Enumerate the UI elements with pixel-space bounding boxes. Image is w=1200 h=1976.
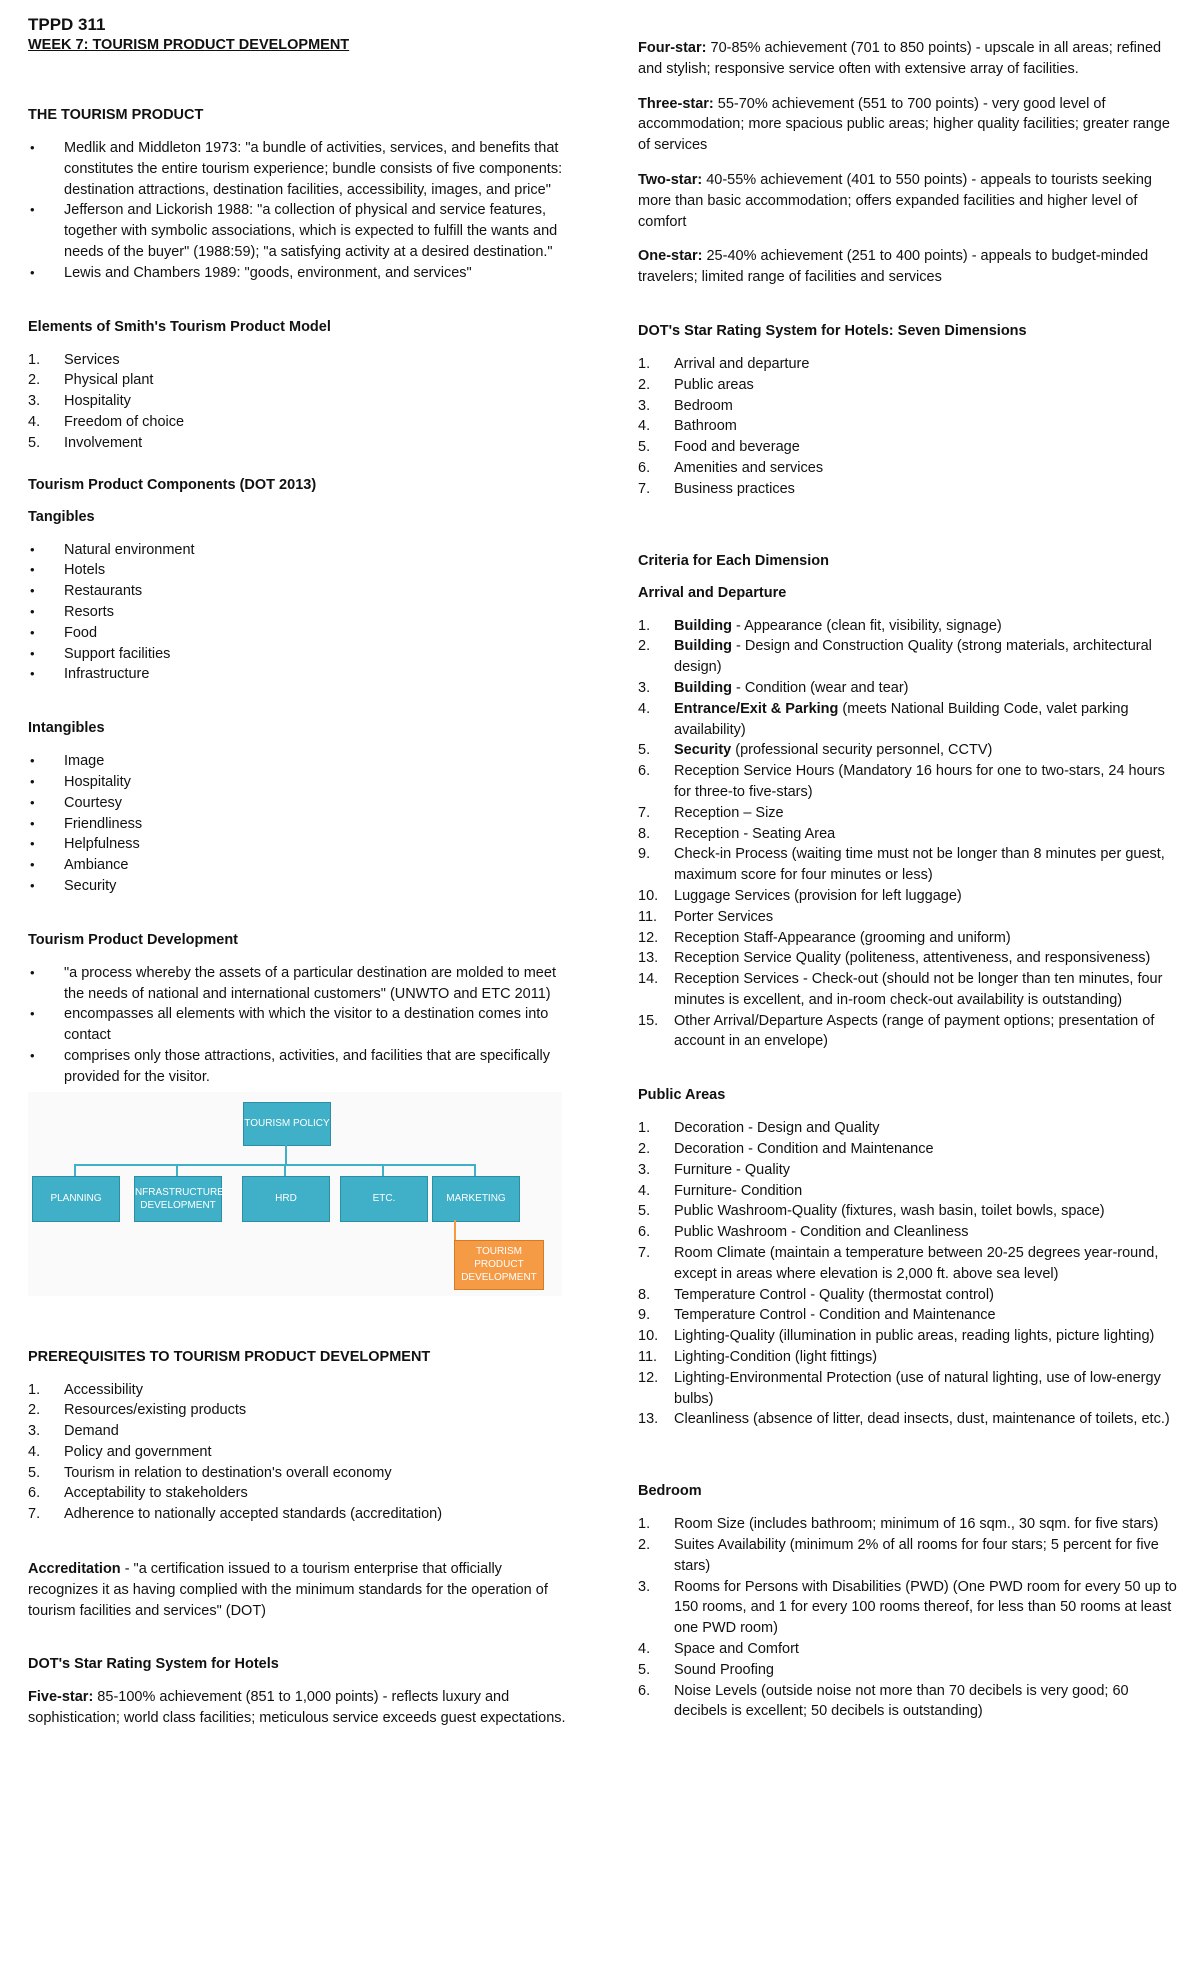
list-item: 2. Public areas (638, 376, 754, 393)
list-item: 9. Check-in Process (waiting time must not be longer than 8 minutes per guest, maximum score for four minutes or less) (638, 846, 1165, 884)
tangibles-heading: Tangibles (28, 508, 95, 525)
list-item: • Jefferson and Lickorish 1988: "a collection of physical and service features, together with symbolic associations, which is expected to fulfill the wants and needs of the buyer" (1988:59); "a satisfying activity at a desired destination." (28, 200, 568, 262)
smith-model-list (28, 350, 568, 454)
tourism-policy-diagram (28, 1092, 562, 1296)
list-item: 1. Services (28, 351, 120, 368)
smith-model-heading: Elements of Smith's Tourism Product Model (28, 318, 331, 335)
list-item: 5. Sound Proofing (638, 1661, 774, 1678)
list-item: 1. Accessibility (28, 1381, 143, 1398)
list-item: 12. Lighting-Environmental Protection (use of natural lighting, use of low-energy bulbs) (638, 1369, 1161, 1407)
list-item: 7. Adherence to nationally accepted standards (accreditation) (28, 1506, 443, 1523)
list-item: 5. Public Washroom-Quality (fixtures, wash basin, toilet bowls, space) (638, 1203, 1105, 1220)
list-item: 1. Building - Appearance (clean fit, visibility, signage) (638, 617, 1002, 634)
list-item: • Medlik and Middleton 1973: "a bundle of activities, services, and benefits that constitutes the entire tourism experience; bundle consists of five components: destination attractions, destination facilities, accessibility, images, and price" (28, 138, 568, 200)
components-heading: Tourism Product Components (DOT 2013) (28, 476, 317, 493)
list-item: 4. Policy and government (28, 1443, 212, 1460)
diagram-box-etc: ETC. (340, 1176, 428, 1222)
list-item: 7. Business practices (638, 480, 795, 497)
list-item: 5. Food and beverage (638, 439, 800, 456)
intangibles-list (28, 751, 568, 897)
arrival-departure-heading: Arrival and Departure (638, 584, 787, 601)
diagram-connector (284, 1164, 286, 1176)
list-item: 3. Furniture - Quality (638, 1161, 791, 1178)
list-item: • Support facilities (28, 644, 568, 665)
five-star-description: Five-star: 85-100% achievement (851 to 1,000 points) - reflects luxury and sophistication; world class facilities; meticulous service exceeds guest expectations. (28, 1689, 566, 1727)
list-item: • Ambiance (28, 855, 568, 876)
development-list (28, 963, 568, 1088)
two-star-description: Two-star: 40-55% achievement (401 to 550 points) - appeals to tourists seeking more than basic accommodation; offers expanded facilities and higher level of comfort (638, 171, 1152, 230)
list-item: • Restaurants (28, 581, 568, 602)
list-item: 5. Tourism in relation to destination's overall economy (28, 1464, 392, 1481)
list-item: 6. Noise Levels (outside noise not more than 70 decibels is very good; 60 decibels is excellent; 50 decibels is outstanding) (638, 1682, 1129, 1720)
list-item: 11. Porter Services (638, 908, 774, 925)
list-item: • "a process whereby the assets of a particular destination are molded to meet the needs of national and international customers" (UNWTO and ETC 2011) (28, 963, 568, 1005)
list-item: 6. Reception Service Hours (Mandatory 16 hours for one to two-stars, 24 hours for three-to five-stars) (638, 763, 1165, 800)
list-item: 14. Reception Services - Check-out (should not be longer than ten minutes, four minutes is excellent, and in-room check-out availability is outstanding) (638, 971, 1163, 1008)
list-item: 10. Luggage Services (provision for left luggage) (638, 887, 962, 904)
list-item: • Lewis and Chambers 1989: "goods, environment, and services" (28, 263, 568, 284)
bedroom-heading: Bedroom (638, 1483, 702, 1500)
left-column (28, 14, 568, 1729)
accreditation-definition: Accreditation - "a certification issued to a tourism enterprise that officially recognizes it as having complied with the minimum standards for the operation of tourism facilities and services" (DOT) (28, 1561, 548, 1619)
list-item: 2. Resources/existing products (28, 1402, 247, 1419)
list-item: 4. Entrance/Exit & Parking (meets National Building Code, valet parking availability) (638, 700, 1129, 738)
list-item: 13. Reception Service Quality (politeness, attentiveness, and responsiveness) (638, 950, 1151, 967)
list-item: 4. Space and Comfort (638, 1641, 799, 1658)
four-star-description: Four-star: 70-85% achievement (701 to 850 points) - upscale in all areas; refined and stylish; responsive service often with extensive array of facilities. (638, 40, 1162, 77)
list-item: 9. Temperature Control - Condition and Maintenance (638, 1307, 996, 1324)
list-item: 1. Decoration - Design and Quality (638, 1120, 880, 1137)
tangibles-list (28, 540, 568, 686)
list-item: 1. Room Size (includes bathroom; minimum of 16 sqm., 30 sqm. for five stars) (638, 1516, 1159, 1533)
list-item: 13. Cleanliness (absence of litter, dead insects, dust, maintenance of toilets, etc.) (638, 1411, 1170, 1428)
list-item: 5. Involvement (28, 434, 143, 451)
list-item: • Friendliness (28, 814, 568, 835)
list-item: • Courtesy (28, 793, 568, 814)
list-item: • comprises only those attractions, activities, and facilities that are specifically provided for the visitor. (28, 1046, 568, 1088)
diagram-connector (382, 1164, 384, 1176)
list-item: • Security (28, 876, 568, 897)
list-item: 7. Room Climate (maintain a temperature between 20-25 degrees year-round, except in areas where elevation is 2,000 ft. above sea level) (638, 1245, 1159, 1282)
diagram-box-marketing: MARKETING (432, 1176, 520, 1222)
diagram-connector (454, 1220, 456, 1242)
list-item: 4. Freedom of choice (28, 413, 185, 430)
list-item: 3. Demand (28, 1423, 119, 1440)
one-star-description: One-star: 25-40% achievement (251 to 400 points) - appeals to budget-minded travelers; limited range of facilities and services (638, 248, 1149, 286)
list-item: • Infrastructure (28, 664, 568, 685)
page-title: WEEK 7: TOURISM PRODUCT DEVELOPMENT (28, 37, 350, 53)
list-item: 11. Lighting-Condition (light fittings) (638, 1349, 878, 1366)
list-item: • encompasses all elements with which the visitor to a destination comes into contact (28, 1004, 568, 1046)
list-item: 15. Other Arrival/Departure Aspects (range of payment options; presentation of account in an envelope) (638, 1012, 1155, 1050)
list-item: 6. Amenities and services (638, 459, 824, 476)
intangibles-heading: Intangibles (28, 720, 105, 737)
development-heading: Tourism Product Development (28, 931, 239, 948)
diagram-box-tourism-policy: TOURISM POLICY (243, 1102, 331, 1146)
public-areas-heading: Public Areas (638, 1087, 726, 1104)
list-item: 8. Reception - Seating Area (638, 825, 836, 842)
diagram-connector (285, 1144, 287, 1164)
diagram-connector (74, 1164, 76, 1176)
diagram-connector (176, 1164, 178, 1176)
seven-dimensions-heading: DOT's Star Rating System for Hotels: Seven Dimensions (638, 322, 1027, 339)
list-item: 2. Decoration - Condition and Maintenance (638, 1141, 934, 1158)
course-code: TPPD 311 (28, 15, 106, 34)
criteria-heading: Criteria for Each Dimension (638, 552, 829, 569)
diagram-connector (474, 1164, 476, 1176)
list-item: 4. Furniture- Condition (638, 1182, 803, 1199)
list-item: 2. Physical plant (28, 372, 154, 389)
list-item: 6. Public Washroom - Condition and Cleanliness (638, 1224, 969, 1241)
arrival-departure-list (638, 616, 1180, 1053)
prerequisites-list (28, 1380, 568, 1526)
list-item: 3. Bedroom (638, 397, 733, 414)
seven-dimensions-list (638, 354, 1180, 500)
public-areas-list (638, 1118, 1180, 1430)
list-item: 2. Building - Design and Construction Quality (strong materials, architectural design) (638, 638, 1152, 676)
list-item: 4. Bathroom (638, 418, 737, 435)
tourism-product-heading: THE TOURISM PRODUCT (28, 107, 204, 123)
right-column (638, 38, 1180, 1722)
list-item: 5. Security (professional security personnel, CCTV) (638, 742, 993, 759)
list-item: • Resorts (28, 602, 568, 623)
list-item: 10. Lighting-Quality (illumination in public areas, reading lights, picture lighting) (638, 1328, 1155, 1345)
list-item: • Helpfulness (28, 834, 568, 855)
list-item: • Food (28, 623, 568, 644)
list-item: • Hospitality (28, 772, 568, 793)
tourism-product-list (28, 138, 568, 284)
star-rating-heading: DOT's Star Rating System for Hotels (28, 1656, 279, 1673)
diagram-box-hrd: HRD (242, 1176, 330, 1222)
diagram-box-tourism-product-development: TOURISM PRODUCT DEVELOPMENT (454, 1240, 544, 1290)
diagram-connector (74, 1164, 474, 1166)
list-item: • Hotels (28, 560, 568, 581)
list-item: 2. Suites Availability (minimum 2% of all rooms for four stars; 5 percent for five stars) (638, 1537, 1159, 1574)
list-item: 3. Rooms for Persons with Disabilities (PWD) (One PWD room for every 50 up to 150 rooms, and 1 for every 100 rooms thereof, for less than 50 rooms at least one PWD room) (638, 1578, 1177, 1637)
three-star-description: Three-star: 55-70% achievement (551 to 700 points) - very good level of accommodation; more spacious public areas; higher quality facilities; greater range of services (638, 95, 1170, 154)
list-item: 7. Reception – Size (638, 804, 784, 821)
list-item: 8. Temperature Control - Quality (thermostat control) (638, 1286, 994, 1303)
list-item: 12. Reception Staff-Appearance (grooming and uniform) (638, 929, 1011, 946)
list-item: • Natural environment (28, 540, 568, 561)
list-item: • Image (28, 751, 568, 772)
list-item: 6. Acceptability to stakeholders (28, 1485, 248, 1502)
diagram-box-infrastructure: INFRASTRUCTURE DEVELOPMENT (134, 1176, 222, 1222)
diagram-box-planning: PLANNING (32, 1176, 120, 1222)
prerequisites-heading: PREREQUISITES TO TOURISM PRODUCT DEVELOPMENT (28, 1348, 431, 1365)
bedroom-list (638, 1514, 1180, 1722)
list-item: 3. Hospitality (28, 393, 131, 410)
list-item: 1. Arrival and departure (638, 355, 810, 372)
list-item: 3. Building - Condition (wear and tear) (638, 679, 909, 696)
